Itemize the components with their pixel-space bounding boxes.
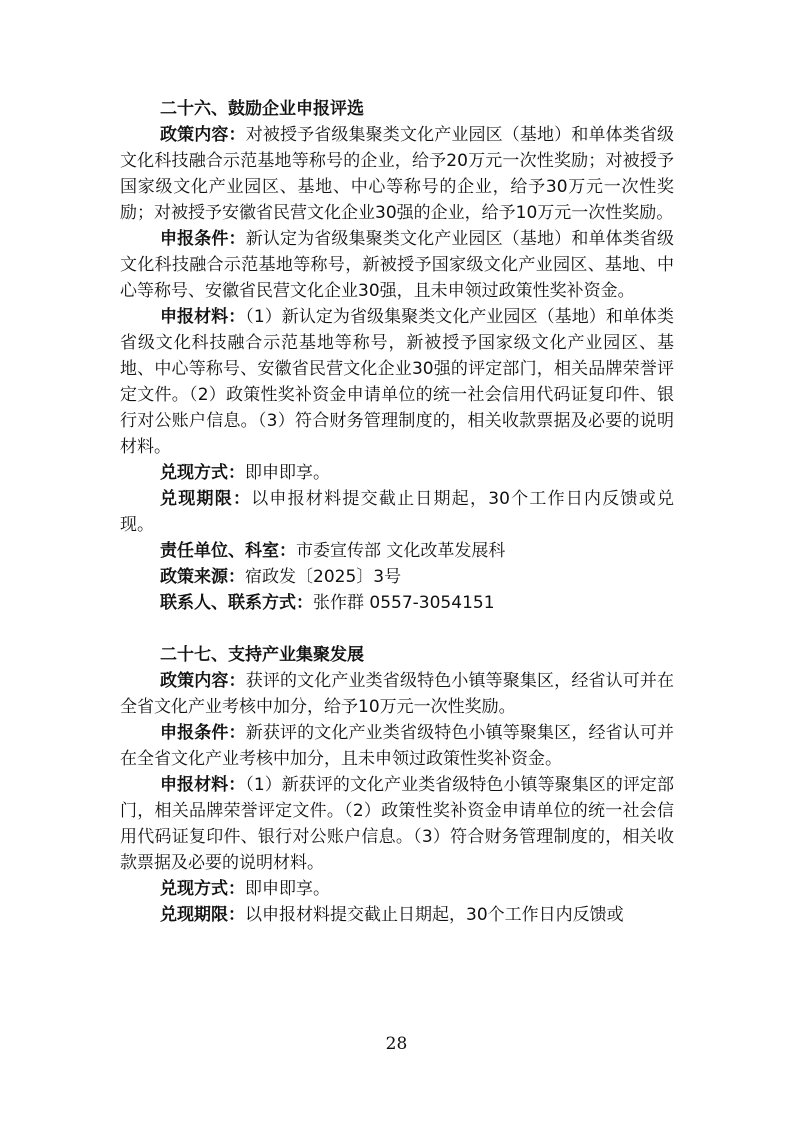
policy-source bbox=[120, 564, 674, 590]
item-label: 政策内容： bbox=[160, 671, 246, 691]
item-text: 即申即享。 bbox=[245, 463, 330, 483]
page-number: 28 bbox=[385, 1034, 408, 1054]
item-label: 责任单位、科室： bbox=[160, 541, 296, 561]
redemption-deadline bbox=[120, 486, 674, 538]
item-label: 兑现期限： bbox=[160, 489, 252, 509]
item-text: 获评的文化产业类省级特色小镇等聚集区，经省认可并在全省文化产业考核中加分，给予10万元一次性奖励。 bbox=[120, 671, 675, 717]
application-conditions bbox=[120, 720, 674, 772]
item-label: 申报条件： bbox=[160, 229, 246, 249]
item-text: （1）新认定为省级集聚类文化产业园区（基地）和单体类省级文化科技融合示范基地等称号，新被授予国家级文化产业园区、基地、中心等称号、安徽省民营文化企业30强的评定部门，相关品牌荣誉评定文件。（2）政策性奖补资金申请单位的统一社会信用代码证复印件、银行对公账户信息。（3）符合财务管理制度的，相关收款票据及必要的说明材料。 bbox=[120, 307, 674, 457]
policy-content bbox=[120, 122, 674, 226]
contact-info bbox=[120, 590, 674, 616]
item-label: 兑现期限： bbox=[160, 905, 245, 925]
section-heading: 二十六、鼓励企业申报评选 bbox=[160, 99, 364, 119]
responsible-unit bbox=[120, 538, 674, 564]
item-label: 政策内容： bbox=[160, 125, 246, 145]
redemption-method bbox=[120, 460, 674, 486]
item-text: 张作群 0557-3054151 bbox=[313, 593, 495, 613]
policy-content bbox=[120, 668, 674, 720]
application-materials bbox=[120, 772, 674, 876]
item-text: 市委宣传部 文化改革发展科 bbox=[296, 541, 506, 561]
item-text: （1）新获评的文化产业类省级特色小镇等聚集区的评定部门，相关品牌荣誉评定文件。（2）政策性奖补资金申请单位的统一社会信用代码证复印件、银行对公账户信息。（3）符合财务管理制度的，相关收款票据及必要的说明材料。 bbox=[120, 775, 674, 873]
section-spacer bbox=[120, 616, 674, 642]
item-label: 政策来源： bbox=[160, 567, 245, 587]
page-content bbox=[120, 96, 674, 928]
application-conditions bbox=[120, 226, 674, 304]
item-label: 兑现方式： bbox=[160, 879, 245, 899]
section-heading: 二十七、支持产业集聚发展 bbox=[160, 645, 364, 665]
item-text: 新获评的文化产业类省级特色小镇等聚集区，经省认可并在全省文化产业考核中加分，且未申领过政策性奖补资金。 bbox=[120, 723, 675, 769]
application-materials bbox=[120, 304, 674, 460]
item-text: 以申报材料提交截止日期起，30个工作日内反馈或兑现。 bbox=[120, 489, 675, 535]
item-text: 新认定为省级集聚类文化产业园区（基地）和单体类省级文化科技融合示范基地等称号，新被授予国家级文化产业园区、基地、中心等称号、安徽省民营文化企业30强，且未申领过政策性奖补资金。 bbox=[120, 229, 675, 301]
section-26 bbox=[120, 96, 674, 616]
item-text: 宿政发〔2025〕3号 bbox=[245, 567, 402, 587]
section-27 bbox=[120, 642, 674, 928]
item-text: 即申即享。 bbox=[245, 879, 330, 899]
item-text: 以申报材料提交截止日期起，30个工作日内反馈或 bbox=[245, 905, 624, 925]
redemption-deadline bbox=[120, 902, 674, 928]
item-label: 申报条件： bbox=[160, 723, 246, 743]
redemption-method bbox=[120, 876, 674, 902]
item-label: 兑现方式： bbox=[160, 463, 245, 483]
item-label: 申报材料： bbox=[160, 307, 246, 327]
item-text: 对被授予省级集聚类文化产业园区（基地）和单体类省级文化科技融合示范基地等称号的企业，给予20万元一次性奖励；对被授予国家级文化产业园区、基地、中心等称号的企业，给予30万元一次性奖励；对被授予安徽省民营文化企业30强的企业，给予10万元一次性奖励。 bbox=[120, 125, 675, 223]
item-label: 申报材料： bbox=[160, 775, 246, 795]
item-label: 联系人、联系方式： bbox=[160, 593, 313, 613]
